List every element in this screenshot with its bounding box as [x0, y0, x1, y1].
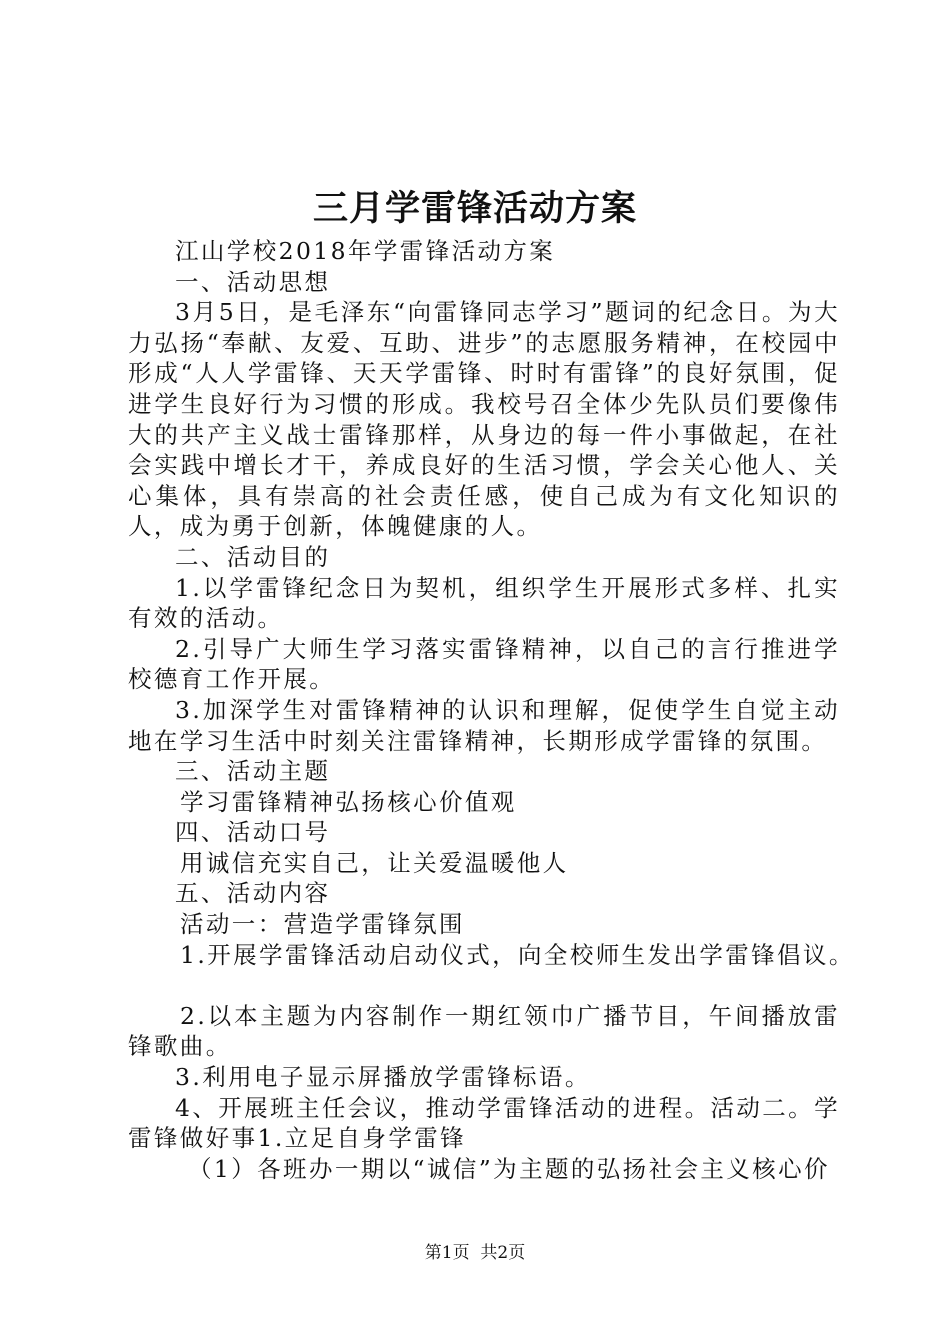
paragraph-subtitle: 江山学校2018年学雷锋活动方案: [175, 237, 556, 265]
paragraph-slogan: 用诚信充实自己，让关爱温暖他人: [180, 848, 569, 877]
page-footer: 第1页 共2页: [424, 1243, 526, 1263]
heading-activity-purpose: 二、活动目的: [175, 542, 331, 571]
paragraph-purpose-1: 1.以学雷锋纪念日为契机，组织学生开展形式多样、扎实有效的活动。: [128, 573, 840, 633]
paragraph-content-2: 2.以本主题为内容制作一期红领巾广播节目，午间播放雷锋歌曲。: [128, 1001, 840, 1061]
paragraph-activity-idea: 3月5日，是毛泽东“向雷锋同志学习”题词的纪念日。为大力弘扬“奉献、友爱、互助、进步”的志愿服务精神，在校园中形成“人人学雷锋、天天学雷锋、时时有雷锋”的良好氛围，促进学生良好行为习惯的形成。我校号召全体少先队员们要像伟大的共产主义战士雷锋那样，从身边的每一件小事做起，在社会实践中增长才干，养成良好的生活习惯，学会关心他人、关心集体，具有崇高的社会责任感，使自己成为有文化知识的人，成为勇于创新，体魄健康的人。: [128, 298, 840, 541]
heading-activity-content: 五、活动内容: [175, 879, 331, 908]
heading-activity-slogan: 四、活动口号: [175, 818, 331, 847]
paragraph-theme: 学习雷锋精神弘扬核心价值观: [180, 787, 517, 816]
paragraph-content-4: 4、开展班主任会议，推动学雷锋活动的进程。活动二。学雷锋做好事1.立足自身学雷锋: [128, 1093, 840, 1153]
paragraph-content-1: 1.开展学雷锋活动启动仪式，向全校师生发出学雷锋倡议。: [180, 940, 855, 969]
document-title: 三月学雷锋活动方案: [312, 188, 637, 229]
heading-activity-theme: 三、活动主题: [175, 757, 331, 786]
heading-activity-one: 活动一：营造学雷锋氛围: [180, 910, 465, 939]
paragraph-content-5: （1）各班办一期以“诚信”为主题的弘扬社会主义核心价: [188, 1154, 830, 1183]
paragraph-purpose-2: 2.引导广大师生学习落实雷锋精神，以自己的言行推进学校德育工作开展。: [128, 634, 840, 694]
document-body: [128, 236, 855, 1184]
heading-activity-idea: 一、活动思想: [175, 267, 331, 296]
paragraph-purpose-3: 3.加深学生对雷锋精神的认识和理解，促使学生自觉主动地在学习生活中时刻关注雷锋精神，长期形成学雷锋的氛围。: [128, 695, 840, 755]
blank-line: [128, 970, 840, 1001]
paragraph-content-3: 3.利用电子显示屏播放学雷锋标语。: [175, 1063, 591, 1092]
